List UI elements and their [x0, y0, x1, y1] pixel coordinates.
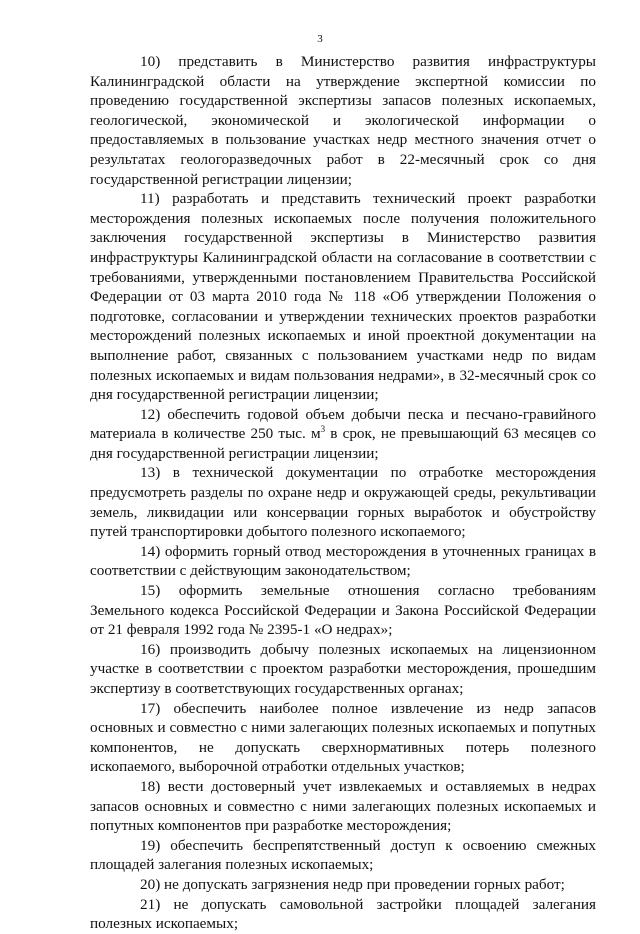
clause-18: 18) вести достоверный учет извлекаемых и оставляемых в недрах запасов основных и совместно с ними залегающих полезных ископаемых и попутных компонентов при разработке месторождения; [90, 777, 596, 835]
clause-16: 16) производить добычу полезных ископаемых на лицензионном участке в соответствии с проектом разработки месторождения, прошедшим экспертизу в соответствующих государственных органах; [90, 640, 596, 697]
clause-21: 21) не допускать самовольной застройки площадей залегания полезных ископаемых; [90, 895, 596, 933]
clause-12-superscript: 3 [320, 424, 326, 435]
clause-12-text-start: 12) обеспечить годовой объем добычи песка и песчано-гравийного материала в количестве 250 тыс. м [90, 405, 596, 443]
clause-20: 20) не допускать загрязнения недр при проведении горных работ; [140, 875, 565, 893]
clause-12-text-end: в срок, не превышающий 63 месяцев со дня государственной регистрации лицензии; [90, 425, 596, 462]
clause-14: 14) оформить горный отвод месторождения в уточненных границах в соответствии с действующим законодательством; [90, 542, 596, 580]
clause-12 [90, 405, 596, 464]
clause-19: 19) обеспечить беспрепятственный доступ к освоению смежных площадей залегания полезных ископаемых; [90, 836, 596, 874]
page-number: 3 [317, 33, 323, 45]
clause-13: 13) в технической документации по отработке месторождения предусмотреть разделы по охране недр и окружающей среды, рекультивации земель, ликвидации или консервации горных выработок и обустройству путей транспортировки добытого полезного ископаемого; [90, 464, 596, 541]
document-body [90, 52, 596, 934]
clause-17: 17) обеспечить наиболее полное извлечение из недр запасов основных и совместно с ними залегающих полезных ископаемых и попутных компонентов, не допускать сверхнормативных потерь полезного ископаемого, выборочной отработки отдельных участков; [90, 699, 596, 776]
clause-15: 15) оформить земельные отношения согласно требованиям Земельного кодекса Российской Федерации и Закона Российской Федерации от 21 февраля 1992 года № 2395-1 «О недрах»; [90, 582, 596, 639]
clause-10: 10) представить в Министерство развития инфраструктуры Калининградской области на утверждение экспертной комиссии по проведению государственной экспертизы запасов полезных ископаемых, геологической, экономической и экологической информации о предоставляемых в пользование участках недр местного значения отчет о результатах геологоразведочных работ в 22-месячный срок со дня государственной регистрации лицензии; [90, 53, 596, 188]
clause-11: 11) разработать и представить технический проект разработки месторождения полезных ископаемых после получения положительного заключения государственной экспертизы в Министерство развития инфраструктуры Калининградской области на согласование в соответствии с требованиями, утвержденными постановлением Правительства Российской Федерации от 03 марта 2010 года № 118 «Об утверждении Положения о подготовке, согласовании и утверждении технических проектов разработки месторождений полезных ископаемых и иной проектной документации на выполнение работ, связанных с пользованием участками недр по видам полезных ископаемых и видам пользования недрами», в 32-месячный срок со дня государственной регистрации лицензии; [90, 190, 596, 404]
